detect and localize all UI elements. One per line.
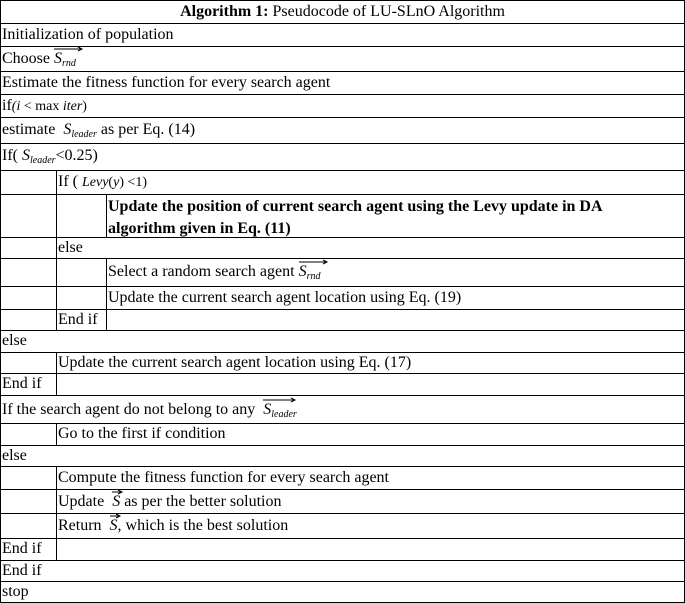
cond-max: < max [20, 99, 63, 114]
algorithm-title [0, 2, 685, 22]
return-text: Return [58, 517, 102, 534]
levy-fn: Levy [81, 175, 109, 190]
vector-s [110, 516, 118, 536]
sub-rnd: rnd [62, 58, 76, 69]
levy-y: y [113, 175, 120, 190]
line-choose [2, 49, 76, 74]
levy-update-line-1: Update the position of current search agent using the Levy update in DA [108, 198, 603, 215]
vector-s-leader [263, 400, 297, 425]
var-s: S [21, 147, 30, 164]
rule [0, 23, 685, 24]
sub-leader: leader [71, 129, 97, 140]
line-else: else [2, 447, 27, 464]
line-end-if-2: End if [2, 540, 42, 557]
rule [0, 330, 685, 331]
line-update-eq19: Update the current search agent location using Eq. (19) [108, 289, 462, 306]
title-text: Pseudocode of LU-SLnO Algorithm [268, 3, 505, 20]
line-update-eq17: Update the current search agent location using Eq. (17) [58, 354, 412, 371]
sub-rnd: rnd [306, 271, 321, 282]
select-text: Select a random search agent [108, 263, 295, 280]
line-estimate-fitness: Estimate the fitness function for every search agent [2, 74, 331, 91]
rule [0, 489, 685, 490]
return-rest: , which is the best solution [117, 517, 289, 534]
vector-arrow-icon [299, 259, 329, 265]
sub-leader: leader [271, 409, 297, 420]
rule [0, 445, 685, 446]
line-end-if-3: End if [2, 562, 42, 579]
rule [0, 373, 685, 374]
var-s: S [54, 50, 62, 67]
vector-arrow-icon [110, 513, 122, 519]
rule [0, 170, 685, 171]
rule [56, 352, 57, 395]
cond-close: ) [82, 99, 87, 114]
rule [0, 194, 685, 195]
line-else-inner: else [58, 239, 83, 256]
vector-s-rnd [299, 262, 321, 287]
levy-update-line-2: algorithm given in Eq. (11) [108, 220, 291, 237]
rule [56, 423, 57, 445]
line-select-random [108, 262, 320, 287]
rule [0, 309, 685, 310]
cond-iter: iter [62, 99, 83, 114]
update-rest: as per the better solution [120, 493, 282, 510]
rule [0, 581, 685, 582]
rule [0, 0, 685, 1]
line-end-if: End if [2, 375, 42, 392]
rule [0, 0, 1, 603]
line-update-s [58, 492, 282, 512]
rule [0, 560, 685, 561]
var-s: S [112, 493, 121, 510]
vector-s [112, 492, 120, 512]
line-if-levy [58, 172, 147, 193]
var-s: S [263, 401, 272, 418]
if-open: If ( [58, 173, 78, 190]
line-goto-first-if: Go to the first if condition [58, 425, 226, 442]
rule [0, 258, 685, 259]
sub-leader: leader [29, 155, 56, 166]
cond-i: (i [11, 99, 21, 114]
line-if-not-belong [2, 400, 297, 425]
if-keyword: if [2, 97, 12, 114]
rule [0, 46, 685, 47]
line-compute-fitness: Compute the fitness function for every search agent [58, 469, 389, 486]
var-s: S [298, 263, 307, 280]
update-text: Update [58, 493, 105, 510]
line-return-s [58, 516, 288, 536]
line-estimate-leader [2, 120, 195, 145]
rule [0, 71, 685, 72]
estimate-eq: as per Eq. (14) [96, 121, 196, 138]
rule [106, 258, 107, 330]
if-threshold: <0.25) [55, 147, 98, 164]
rule [56, 466, 57, 560]
estimate-text: estimate [2, 121, 56, 138]
rule [0, 395, 685, 396]
line-init: Initialization of population [2, 26, 174, 43]
rule [0, 94, 685, 95]
line-if-leader [2, 146, 98, 171]
line-else-outer: else [2, 332, 27, 349]
levy-paren: ( [108, 175, 114, 190]
not-belong-text: If the search agent do not belong to any [2, 401, 256, 418]
rule [0, 286, 685, 287]
rule [0, 117, 685, 118]
vector-s-rnd [54, 49, 76, 74]
line-levy-update [108, 196, 603, 240]
var-s: S [109, 517, 118, 534]
vector-arrow-icon [263, 397, 297, 403]
rule [0, 513, 685, 514]
levy-close: ) <1) [119, 175, 148, 190]
line-end-if-inner: End if [58, 311, 98, 328]
rule [56, 170, 57, 330]
line-stop: stop [2, 583, 29, 600]
line-if-iter [2, 96, 87, 117]
rule [106, 194, 107, 237]
if-open: If( [2, 147, 18, 164]
vector-arrow-icon [112, 489, 124, 495]
title-prefix: Algorithm 1: [180, 3, 269, 20]
var-s: S [63, 121, 72, 138]
vector-arrow-icon [54, 46, 84, 52]
rule [0, 538, 685, 539]
choose-text: Choose [2, 50, 50, 67]
rule [0, 466, 685, 467]
